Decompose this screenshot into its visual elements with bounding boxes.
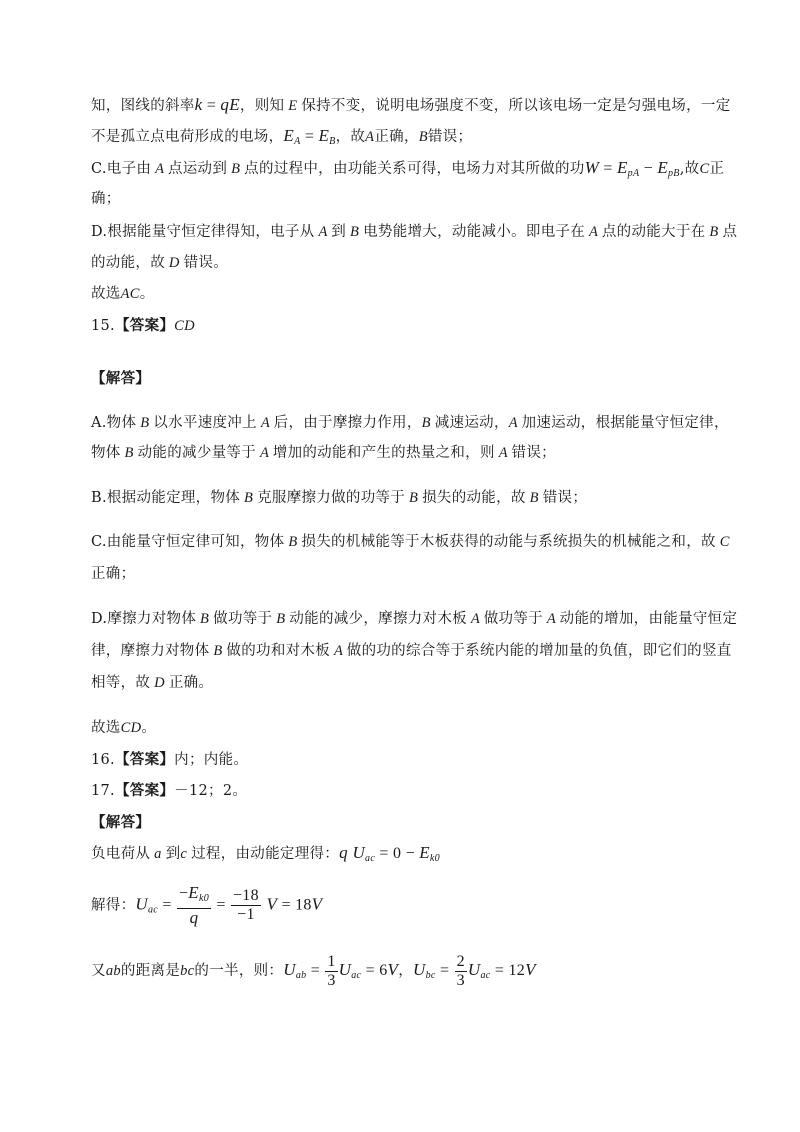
para-line: 故选AC。 (91, 286, 155, 302)
para-line: 物体 B 动能的减少量等于 A 增加的动能和产生的热量之和，则 A 错误； (91, 445, 556, 461)
text-span: 故选 (91, 286, 121, 302)
solution-label: 【解答】 (91, 814, 151, 831)
solution-label: 【解答】 (91, 370, 151, 387)
text-span: 不是孤立点电荷形成的电场， (91, 129, 284, 145)
text-span: ，则知 (239, 98, 285, 114)
para-line: 相等，故 D 正确。 (91, 675, 214, 691)
text-span: D.根据能量守恒定律得知，电子从 (91, 224, 315, 240)
para-line: D.摩擦力对物体 B 做功等于 B 动能的减少，摩擦力对木板 A 做功等于 A 动能的增加，由能量守恒定 (91, 611, 738, 627)
text-span: 错误； (427, 129, 473, 145)
text-span: 。 (139, 286, 155, 302)
question-number: 15. (91, 318, 115, 334)
fraction: $\frac{-18}{-1}$ (232, 887, 259, 923)
text-span: C.电子由 (91, 161, 152, 177)
question-15-answer (91, 316, 195, 336)
para-line: C.电子由 A 点运动到 B 点的过程中，由功能关系可得，电场力对其所做的功$W = E_{pA} - E_{pB}$,故C正 (91, 158, 725, 179)
text-span: 点的动能大于在 (601, 224, 706, 240)
text-span: 保持不变，说明电场强度不变，所以该电场一定是匀强电场，一定 (301, 98, 731, 114)
fraction: $\frac{-E_{k0}}{q}$ (178, 883, 210, 927)
text-span: 电势能增大，动能减小。即电子在 (363, 224, 586, 240)
fraction: $\frac{1}{3}$ (327, 952, 336, 989)
answer-label: 【答案】 (114, 317, 175, 334)
para-line: 律，摩擦力对物体 B 做的功和对木板 A 做的功的综合等于系统内能的增加量的负值，即它们的竖直 (91, 643, 732, 659)
text-span: 错误。 (183, 255, 229, 271)
text-span: 正确， (374, 129, 419, 145)
para-line: 故选CD。 (91, 720, 157, 736)
para-line: 负电荷从 a 到c 过程，由动能定理得：q $U_{ac} = 0 - E_{k0}$ (91, 843, 440, 864)
question-16-answer: 16.【答案】内；内能。 (91, 751, 249, 768)
equation-line: 解得：$U_{ac}$ = $\frac{-E_{k0}}{q}$ = $\frac{-18}{-1}$ V = 18V (91, 883, 323, 927)
text-span: 点 (722, 224, 738, 240)
para-line: C.由能量守恒定律可知，物体 B 损失的机械能等于木板获得的动能与系统损失的机械能之和，故 C (91, 534, 730, 550)
text-span: 知，图线的斜率 (91, 98, 195, 114)
para-line (91, 189, 121, 209)
para-line: 正确； (91, 566, 136, 582)
equation-line: 又ab的距离是bc的一半，则：$U_{ab}$ = $\frac{1}{3}$ $U_{ac} = 6V$，$U_{bc}$ = $\frac{2}{3}$ $U_{ac} = 12V$ (91, 952, 536, 989)
text-span: 正 (709, 161, 725, 177)
question-17-answer: 17.【答案】－12；2。 (91, 782, 248, 799)
text-span: 的动能，故 (91, 255, 165, 271)
text-span: ，故 (335, 129, 366, 145)
para-line: D.根据能量守恒定律得知，电子从 A 到 B 电势能增大，动能减小。即电子在 A 点的动能大于在 B 点 (91, 224, 738, 240)
fraction: $\frac{2}{3}$ (456, 952, 465, 989)
para-line: 知，图线的斜率k = qE，则知 E 保持不变，说明电场强度不变，所以该电场一定是匀强电场，一定 (91, 95, 731, 114)
text-span: 到 (331, 224, 347, 240)
text-span: 点的过程中，由功能关系可得，电场力对其所做的功 (244, 161, 585, 177)
para-line: A.物体 B 以水平速度冲上 A 后，由于摩擦力作用，B 减速运动，A 加速运动，根据能量守恒定律， (91, 415, 729, 431)
text-span: 故 (684, 161, 700, 177)
answer-value: CD (174, 318, 195, 334)
para-line: B.根据动能定理，物体 B 克服摩擦力做的功等于 B 损失的动能，故 B 错误； (91, 490, 588, 506)
text-span: 点运动到 (167, 161, 228, 177)
para-line: 的动能，故 D 错误。 (91, 255, 229, 271)
para-line: 不是孤立点电荷形成的电场，$E_A = E_B$，故A正确，B错误； (91, 126, 473, 147)
text-span: 确； (91, 191, 121, 207)
